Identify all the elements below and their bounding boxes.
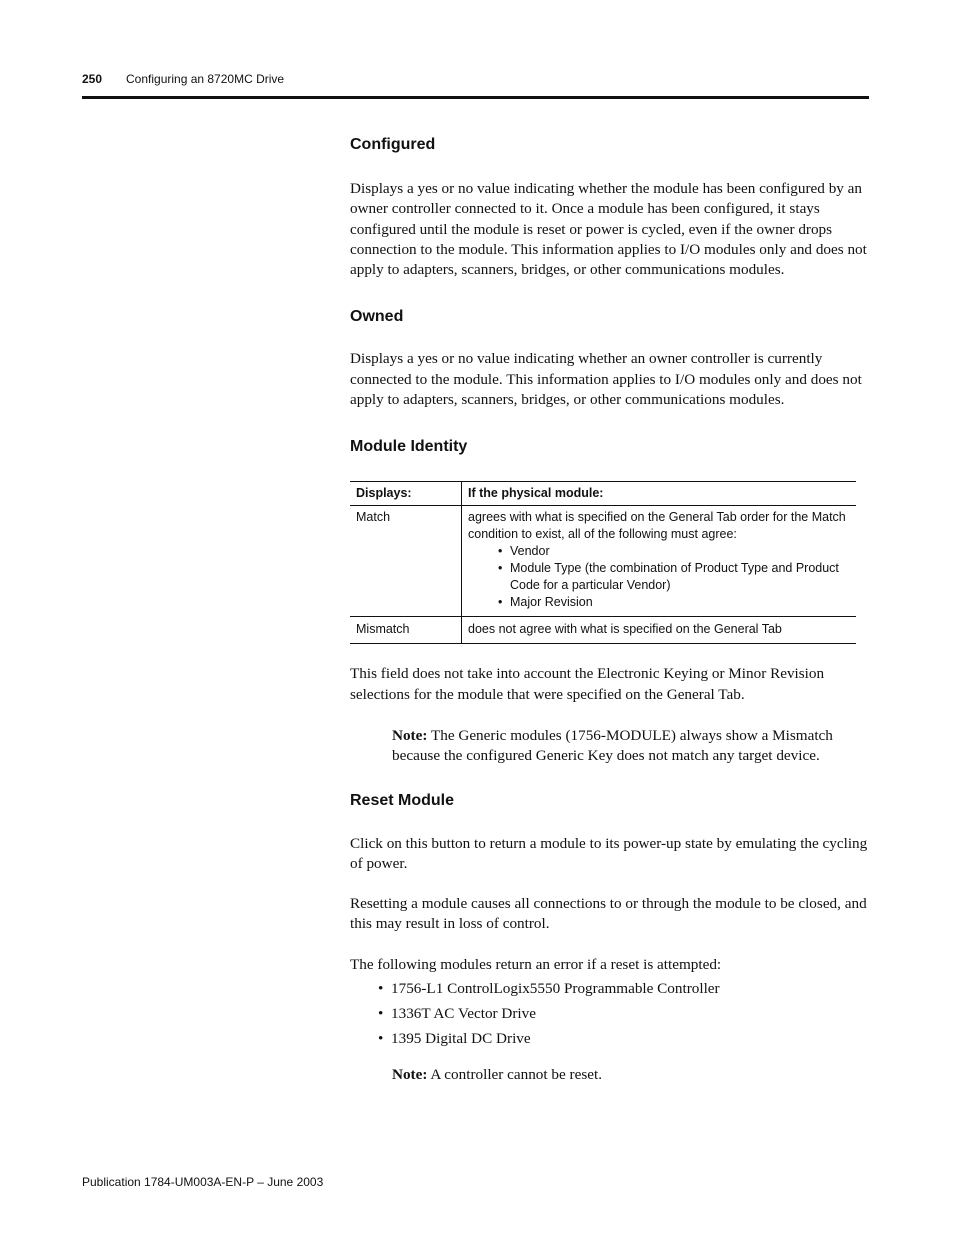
module-identity-text: This field does not take into account the Electronic Keying or Minor Revision selections for the module that were specified on the General Tab. — [350, 665, 825, 703]
heading-owned: Owned — [350, 308, 404, 326]
list-item: • 1756-L1 ControlLogix5550 Programmable Controller — [350, 979, 868, 999]
list-item: • Vendor — [510, 543, 850, 560]
heading-reset-module: Reset Module — [350, 791, 455, 809]
note-label: Note: — [392, 726, 428, 744]
cell-description-text: agrees with what is specified on the General Tab order for the Match condition to exist, all of the following must agree: — [468, 510, 846, 542]
table-row — [350, 617, 856, 644]
generic-module-note — [392, 726, 868, 767]
heading-module-identity: Module Identity — [350, 438, 468, 456]
page-header — [82, 72, 284, 86]
reset-text-1: Click on this button to return a module to its power-up state by emulating the cycling of power. — [350, 834, 868, 872]
note-label: Note: — [392, 1066, 428, 1084]
column-header-physical-module: If the physical module: — [462, 482, 857, 506]
page-footer — [82, 1175, 323, 1189]
reset-text-3: The following modules return an error if a reset is attempted: — [350, 955, 722, 973]
cell-description: does not agree with what is specified on the General Tab — [462, 617, 857, 644]
note-text: A controller cannot be reset. — [427, 1066, 603, 1084]
list-item: • Module Type (the combination of Product Type and Product Code for a particular Vendor) — [510, 560, 850, 594]
heading-configured: Configured — [350, 136, 436, 153]
note-text: The Generic modules (1756-MODULE) always show a Mismatch because the configured Generic Key does not match any target device. — [392, 726, 833, 765]
column-header-displays: Displays: — [350, 482, 462, 506]
chapter-title: Configuring an 8720MC Drive — [126, 72, 285, 86]
list-item: • Major Revision — [510, 594, 850, 611]
main-content — [350, 134, 868, 1085]
reset-error-list — [350, 979, 868, 1049]
reset-text-2: Resetting a module causes all connections to or through the module to be closed, and this may result in loss of control. — [350, 895, 867, 933]
cell-description — [462, 506, 857, 617]
page-number: 250 — [82, 72, 103, 86]
list-item: • 1395 Digital DC Drive — [350, 1029, 868, 1049]
configured-text: Displays a yes or no value indicating whether the module has been configured by an owner controller connected to it. Once a module has been configured, it stays configured until the module is reset or power is cycled, even if the owner drops connection to the module. This information applies to I/O modules only and does not apply to adapters, scanners, bridges, or other communications modules. — [350, 180, 867, 279]
cell-display: Match — [350, 506, 462, 617]
table-header-row — [350, 482, 856, 506]
owned-text: Displays a yes or no value indicating whether an owner controller is currently connected to the module. This information applies to I/O modules only and does not apply to adapters, scanners, bridges, or other communications modules. — [350, 350, 862, 409]
table-row — [350, 506, 856, 617]
publication-info: Publication 1784-UM003A-EN-P – June 2003 — [82, 1175, 324, 1189]
list-item: • 1336T AC Vector Drive — [350, 1004, 868, 1024]
agree-list — [468, 543, 850, 611]
module-identity-table — [350, 481, 856, 644]
controller-reset-note — [392, 1065, 868, 1085]
header-rule — [82, 96, 869, 99]
cell-display: Mismatch — [350, 617, 462, 644]
